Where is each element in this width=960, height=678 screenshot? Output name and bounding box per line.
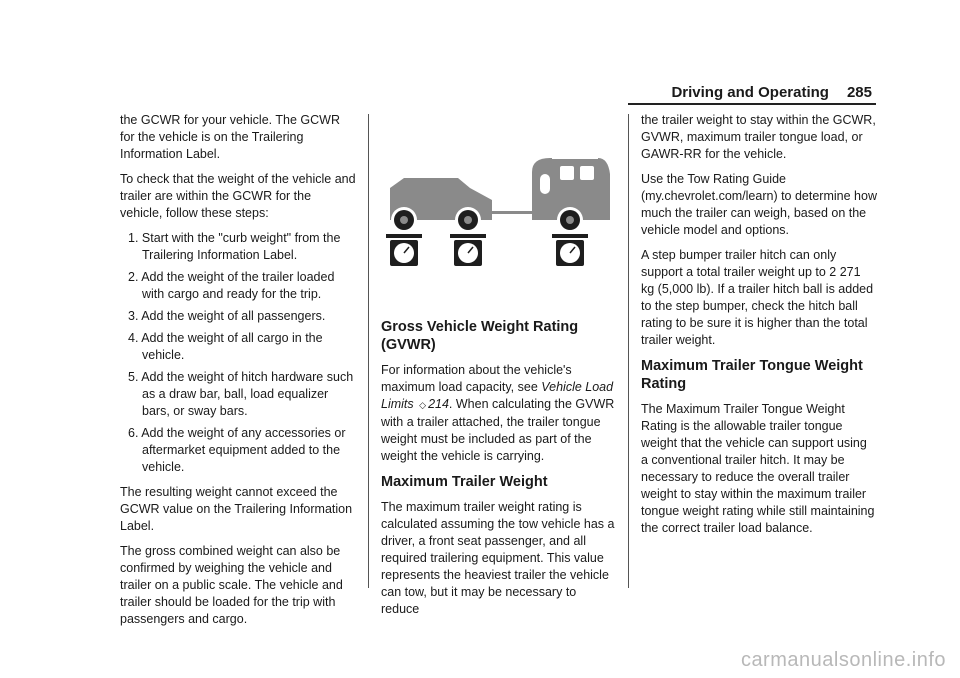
paragraph: The gross combined weight can also be confirmed by weighing the vehicle and trailer on a public scale. The vehicle and trailer should be loaded for the trip with passengers and cargo. <box>120 544 343 626</box>
text: . When calculating the GVWR with a trailer attached, the trailer tongue weight must be included as part of the weight the vehicle is carrying. <box>381 397 615 463</box>
paragraph: the GCWR for your vehicle. The GCWR for the vehicle is on the Trailering Information Label. <box>120 113 340 161</box>
paragraph <box>381 362 617 465</box>
list-item: 5. Add the weight of hitch hardware such as a draw bar, ball, load equalizer bars, or sway bars. <box>128 370 354 418</box>
list-item: 1. Start with the "curb weight" from the Trailering Information Label. <box>128 231 341 262</box>
paragraph: Use the Tow Rating Guide (my.chevrolet.com/learn) to determine how much the trailer can weigh, based on the vehicle model and options. <box>641 172 877 237</box>
cross-reference-page[interactable]: 214 <box>428 397 449 411</box>
heading-max-trailer-weight: Maximum Trailer Weight <box>381 474 548 490</box>
header-rule <box>628 103 876 105</box>
paragraph: The Maximum Trailer Tongue Weight Rating is the allowable trailer tongue weight that the vehicle can support using a conventional trailer hitch. It may be necessary to reduce the overall trailer weight to stay within the maximum trailer tongue weight rating while still maintaining the correct trailer load balance. <box>641 402 875 535</box>
page-ref-arrow-icon: ◇ <box>419 400 427 410</box>
text: For information about the vehicle's maximum load capacity, see <box>381 363 572 394</box>
column-divider-1 <box>368 114 369 588</box>
heading-max-tongue-weight: Maximum Trailer Tongue Weight Rating <box>641 358 863 392</box>
cross-reference-link[interactable]: Vehicle Load Limits <box>381 380 614 411</box>
watermark: carmanualsonline.info <box>740 649 946 671</box>
page-number: 285 <box>846 84 872 101</box>
column-divider-2 <box>628 114 629 588</box>
column-3 <box>641 112 877 545</box>
list-item: 3. Add the weight of all passengers. <box>128 309 326 323</box>
paragraph: To check that the weight of the vehicle and trailer are within the GCWR for the vehicle, follow these steps: <box>120 172 356 220</box>
list-item: 2. Add the weight of the trailer loaded with cargo and ready for the trip. <box>128 270 335 301</box>
list-item: 6. Add the weight of any accessories or aftermarket equipment added to the vehicle. <box>128 426 346 474</box>
column-1 <box>120 112 356 636</box>
paragraph: the trailer weight to stay within the GCWR, GVWR, maximum trailer tongue load, or GAWR-RR for the vehicle. <box>641 113 876 161</box>
vehicle-trailer-scales-illustration <box>384 148 614 268</box>
paragraph: The resulting weight cannot exceed the GCWR value on the Trailering Information Label. <box>120 485 353 533</box>
page-header <box>671 84 872 101</box>
section-title: Driving and Operating <box>671 84 829 101</box>
steps-list <box>120 230 356 476</box>
paragraph: A step bumper trailer hitch can only support a total trailer weight up to 2 271 kg (5,000 lb). If a trailer hitch ball is added to the step bumper, check the hitch ball rating to be sure it is higher than the total trailer weight. <box>641 248 874 347</box>
paragraph: The maximum trailer weight rating is calculated assuming the tow vehicle has a driver, a front seat passenger, and all required trailering equipment. This value represents the heaviest trailer the vehicle can tow, but it may be necessary to reduce <box>381 500 615 616</box>
list-item: 4. Add the weight of all cargo in the vehicle. <box>128 331 323 362</box>
column-2 <box>381 310 617 626</box>
heading-gvwr: Gross Vehicle Weight Rating (GVWR) <box>381 319 579 353</box>
